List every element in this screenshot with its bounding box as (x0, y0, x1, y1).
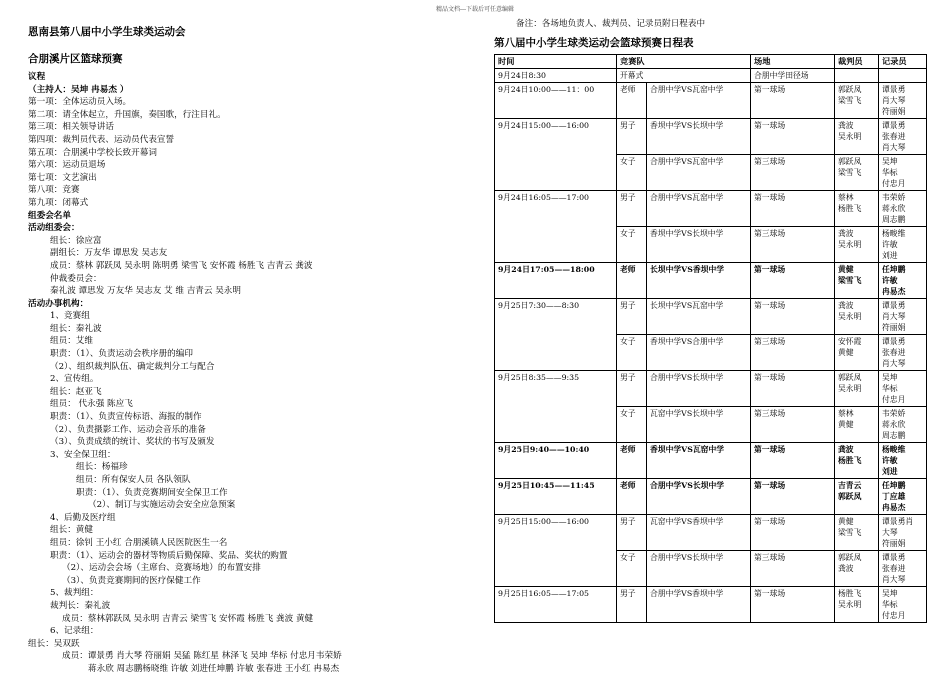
cell-recorder: 谭景勇 张春进 肖大琴 (879, 551, 927, 587)
cell-venue: 第三球场 (751, 335, 835, 371)
cell-recorder: 谭景勇 肖大琴 符丽娟 (879, 83, 927, 119)
cell-teams: 长坝中学VS瓦窑中学 (647, 299, 751, 335)
cell-recorder: 吴坤 华标 付忠月 (879, 371, 927, 407)
header-referee: 裁判员 (835, 55, 879, 69)
cell-teams: 合朋中学VS瓦窑中学 (647, 155, 751, 191)
cell-referee: 郭跃凤 梁雪飞 (835, 155, 879, 191)
cell-referee: 龚波 吴永明 (835, 119, 879, 155)
agenda-line: 组长：赵亚飞 (50, 386, 102, 397)
table-row (495, 83, 927, 119)
table-row (495, 191, 927, 227)
agenda-line: 组员： 代永强 陈应飞 (50, 399, 133, 410)
agenda-line: （3）、负责成绩的统计、奖状的书写及颁发 (50, 437, 215, 448)
document-title: 恩南县第八届中小学生球类运动会 (28, 26, 186, 38)
schedule-note: 备注：各场地负责人、裁判员、记录员附日程表中 (516, 19, 706, 29)
cell-teams: 瓦窑中学VS香坝中学 (647, 515, 751, 551)
table-row (495, 515, 927, 551)
cell-time: 9月24日17:05——18:00 (495, 263, 617, 299)
agenda-line: 第八项：竞赛 (28, 185, 80, 196)
cell-time: 9月24日8:30 (495, 69, 617, 83)
cell-venue: 第一球场 (751, 443, 835, 479)
cell-venue: 第三球场 (751, 155, 835, 191)
cell-venue: 第一球场 (751, 479, 835, 515)
agenda-line: 5、裁判组： (50, 588, 99, 599)
cell-group: 女子 (617, 155, 647, 191)
agenda-line: 2、宣传组。 (50, 374, 99, 385)
cell-venue: 第一球场 (751, 191, 835, 227)
cell-teams: 香坝中学VS长坝中学 (647, 119, 751, 155)
agenda-line: 组员：徐钊 王小红 合朋溪镇人民医院医生一名 (50, 537, 228, 548)
cell-group: 老师 (617, 479, 647, 515)
cell-referee: 安怀霞 黄健 (835, 335, 879, 371)
agenda-line: 第九项：闭幕式 (28, 197, 89, 208)
schedule-column (494, 18, 926, 623)
cell-venue: 第一球场 (751, 371, 835, 407)
table-row (495, 119, 927, 155)
cell-group: 老师 (617, 83, 647, 119)
cell-group: 男子 (617, 587, 647, 623)
cell-venue: 合朋中学田径场 (751, 69, 835, 83)
cell-time: 9月24日15:00——16:00 (495, 119, 617, 191)
cell-teams: 合朋中学VS长坝中学 (647, 479, 751, 515)
table-row (495, 263, 927, 299)
agenda-line: （2）、制订与实施运动会安全应急预案 (88, 500, 236, 511)
table-header-row (495, 55, 927, 69)
cell-referee: 龚波 吴永明 (835, 299, 879, 335)
agenda-line: 组长：秦礼波 (50, 323, 102, 334)
cell-teams: 合朋中学VS长坝中学 (647, 551, 751, 587)
header-recorder: 记录员 (879, 55, 927, 69)
schedule-table (494, 54, 927, 623)
cell-referee: 郭跃凤 龚波 (835, 551, 879, 587)
agenda-line: （2）、负责摄影工作、运动会音乐的准备 (50, 424, 206, 435)
agenda-line: 第七项：文艺演出 (28, 172, 97, 183)
cell-venue: 第一球场 (751, 263, 835, 299)
cell-event: 开幕式 (617, 69, 751, 83)
cell-time: 9月25日9:40——10:40 (495, 443, 617, 479)
cell-group: 女子 (617, 227, 647, 263)
table-row (495, 479, 927, 515)
cell-teams: 香坝中学VS长坝中学 (647, 227, 751, 263)
schedule-title: 第八届中小学生球类运动会篮球预赛日程表 (494, 37, 694, 49)
cell-venue: 第一球场 (751, 299, 835, 335)
header-teams: 竞赛队 (617, 55, 751, 69)
cell-referee: 杨胜飞 吴永明 (835, 587, 879, 623)
agenda-line: 职责：（1）、负责竞赛期间安全保卫工作 (76, 487, 228, 498)
cell-recorder: 韦荣娇 蒋永欣 周志鹏 (879, 191, 927, 227)
agenda-line: 成员：谭景勇 肖大琴 符丽娟 吴猛 陈红星 林泽飞 吴坤 华标 付忠月韦荣娇 (62, 651, 342, 662)
cell-time: 9月24日10:00——11：00 (495, 83, 617, 119)
agenda-line: 第一项：全体运动员入场。 (28, 97, 132, 108)
cell-group: 男子 (617, 299, 647, 335)
cell-group: 女子 (617, 407, 647, 443)
cell-teams: 长坝中学VS香坝中学 (647, 263, 751, 299)
agenda-line: 议程 (28, 72, 46, 82)
watermark: 精品文档---下载后可任意编辑 (435, 6, 515, 13)
table-row (495, 69, 927, 83)
cell-recorder: 吴坤 华标 付忠月 (879, 587, 927, 623)
cell-group: 男子 (617, 515, 647, 551)
cell-referee: 黄健 梁雪飞 (835, 515, 879, 551)
cell-recorder: 谭景勇 张春进 肖大琴 (879, 119, 927, 155)
header-time: 时间 (495, 55, 617, 69)
cell-venue: 第三球场 (751, 551, 835, 587)
agenda-line: 第二项：请全体起立，升国旗，奏国歌，行注目礼。 (28, 109, 226, 120)
table-row (495, 371, 927, 407)
cell-teams: 合朋中学VS长坝中学 (647, 371, 751, 407)
agenda-line: 组员：艾维 (50, 336, 93, 347)
header-venue: 场地 (751, 55, 835, 69)
cell-recorder (879, 69, 927, 83)
agenda-line: 组长：吴双跃 (28, 638, 80, 649)
agenda-line: 职责：（1）、负责运动会秩序册的编印 (50, 349, 193, 360)
agenda-column (28, 26, 468, 676)
agenda-line: （主持人：吴坤 冉易杰 ） (28, 84, 129, 95)
agenda-line: 活动办事机构： (28, 298, 89, 309)
agenda-line: 秦礼波 谭思发 万友华 吴志友 艾 维 吉青云 吴永明 (50, 286, 241, 297)
agenda-line: 职责：（1）、负责宣传标语、海报的制作 (50, 412, 202, 423)
cell-teams: 合朋中学VS香坝中学 (647, 587, 751, 623)
agenda-line: 组员：所有保安人员 各队领队 (76, 475, 191, 485)
cell-time: 9月25日15:00——16:00 (495, 515, 617, 587)
agenda-line: 仲裁委员会： (50, 273, 102, 284)
cell-time: 9月25日8:35——9:35 (495, 371, 617, 443)
cell-recorder: 杨畯维 许敏 刘进 (879, 227, 927, 263)
cell-venue: 第一球场 (751, 515, 835, 551)
cell-teams: 合朋中学VS瓦窑中学 (647, 83, 751, 119)
cell-recorder: 任坤鹏 许敏 冉易杰 (879, 263, 927, 299)
cell-venue: 第一球场 (751, 119, 835, 155)
agenda-line: 活动组委会： (28, 223, 80, 234)
agenda-line: （2）、组织裁判队伍、确定裁判分工与配合 (50, 361, 215, 372)
cell-venue: 第三球场 (751, 227, 835, 263)
cell-teams: 瓦窑中学VS长坝中学 (647, 407, 751, 443)
cell-referee: 龚波 吴永明 (835, 227, 879, 263)
cell-time: 9月25日16:05——17:05 (495, 587, 617, 623)
cell-recorder: 杨畯维 许敏 刘进 (879, 443, 927, 479)
agenda-line: 职责：（1）、运动会的器材等物质后勤保障、奖品、奖状的购置 (50, 550, 288, 561)
cell-recorder: 吴坤 华标 付忠月 (879, 155, 927, 191)
cell-referee (835, 69, 879, 83)
cell-referee: 郭跃凤 梁雪飞 (835, 83, 879, 119)
cell-group: 男子 (617, 191, 647, 227)
cell-venue: 第三球场 (751, 407, 835, 443)
cell-referee: 蔡林 杨胜飞 (835, 191, 879, 227)
agenda-line: 6、记录组： (50, 626, 99, 637)
agenda-line: 第四项：裁判员代表、运动员代表宣誓 (28, 134, 175, 145)
cell-group: 老师 (617, 263, 647, 299)
agenda-line: 第六项：运动员退场 (28, 160, 106, 171)
agenda-line: 第三项：相关领导讲话 (28, 122, 114, 133)
cell-recorder: 任坤鹏 丁应雄 冉易杰 (879, 479, 927, 515)
agenda-line: 成员：蔡林郭跃凤 吴永明 吉青云 梁雪飞 安怀霞 杨胜飞 龚波 黄健 (62, 613, 314, 624)
agenda-line: 裁判长：秦礼波 (50, 600, 111, 611)
cell-recorder: 韦荣娇 蒋永欣 周志鹏 (879, 407, 927, 443)
table-row (495, 443, 927, 479)
agenda-line: 成员：蔡林 郭跃凤 吴永明 陈明勇 梁雪飞 安怀霞 杨胜飞 吉青云 龚波 (50, 260, 313, 271)
agenda-line: 组长：杨福珍 (76, 462, 128, 473)
cell-time: 9月25日10:45——11:45 (495, 479, 617, 515)
cell-group: 男子 (617, 119, 647, 155)
cell-time: 9月24日16:05——17:00 (495, 191, 617, 263)
agenda-line: 组长：徐应富 (50, 235, 102, 246)
cell-referee: 吉青云 郭跃凤 (835, 479, 879, 515)
table-row (495, 587, 927, 623)
cell-group: 男子 (617, 371, 647, 407)
cell-recorder: 谭景勇 张春进 肖大琴 (879, 335, 927, 371)
agenda-line: 3、安全保卫组： (50, 449, 116, 460)
cell-referee: 黄健 梁雪飞 (835, 263, 879, 299)
cell-group: 女子 (617, 335, 647, 371)
agenda-line: 组长：黄健 (50, 525, 93, 536)
cell-referee: 蔡林 黄健 (835, 407, 879, 443)
agenda-line: （2）、运动会会场（主席台、竞赛场地）的布置安排 (62, 563, 261, 574)
cell-venue: 第一球场 (751, 83, 835, 119)
agenda-line: 组委会名单 (28, 210, 71, 221)
cell-referee: 郭跃凤 吴永明 (835, 371, 879, 407)
agenda-line: （3）、负责竞赛期间的医疗保健工作 (62, 575, 201, 586)
cell-time: 9月25日7:30——8:30 (495, 299, 617, 371)
cell-recorder: 谭景勇 肖大琴 符丽娟 (879, 299, 927, 335)
cell-venue: 第一球场 (751, 587, 835, 623)
cell-teams: 合朋中学VS瓦窑中学 (647, 191, 751, 227)
cell-recorder: 谭景勇肖 大琴 符丽娟 (879, 515, 927, 551)
table-row (495, 299, 927, 335)
cell-group: 老师 (617, 443, 647, 479)
document-subtitle: 合朋溪片区篮球预赛 (28, 53, 123, 65)
agenda-line: 第五项：合朋溪中学校长致开幕词 (28, 147, 157, 158)
agenda-line: 1、竞赛组 (50, 311, 90, 322)
cell-referee: 龚波 杨胜飞 (835, 443, 879, 479)
agenda-line: 4、后勤及医疗组 (50, 512, 116, 523)
agenda-line: 蒋永欣 周志鹏杨晓维 许敏 刘进任坤鹏 许敏 张春进 王小红 冉易杰 (88, 663, 340, 674)
cell-teams: 香坝中学VS合朋中学 (647, 335, 751, 371)
agenda-line: 副组长：万友华 谭思发 吴志友 (50, 248, 168, 259)
agenda-lines (28, 71, 468, 676)
cell-group: 女子 (617, 551, 647, 587)
cell-teams: 香坝中学VS瓦窑中学 (647, 443, 751, 479)
